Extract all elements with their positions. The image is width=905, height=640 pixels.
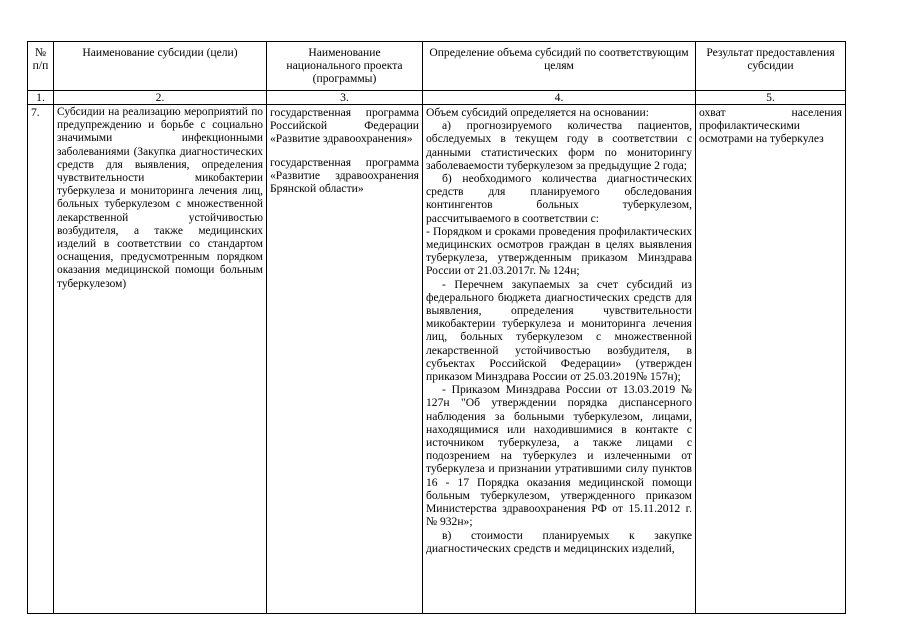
subsidy-table: [27, 41, 846, 614]
row-number: 7.: [28, 105, 54, 614]
definition-item: - Перечнем закупаемых за счет субсидий из федерального бюджета диагностических средств для выявления, определения чувствительности микобактерии туберкулеза и мониторинга лечения лиц, больных туберкулезом с множественной лекарственной устойчивостью возбудителя, в субъектах Российской Федерации» (утвержден приказом Минздрава России от 25.03.2019№ 157н);: [426, 277, 692, 384]
column-number: 1.: [28, 91, 54, 105]
project-item: государственная программа Российской Федерации «Развитие здравоохранения»: [270, 106, 419, 146]
header-definition: Определение объема субсидий по соответствующим целям: [423, 42, 696, 91]
definition-item: - Порядком и сроками проведения профилактических медицинских осмотров граждан в целях выявления туберкулеза, утвержденным приказом Минздрава России от 21.03.2017г. № 124н;: [426, 224, 692, 278]
header-result: Результат предоставления субсидии: [696, 42, 846, 91]
column-number-row: [28, 91, 846, 105]
column-number: 2.: [54, 91, 267, 105]
result-text: охват населения профилактическими осмотрами на туберкулез: [699, 106, 842, 146]
result-cell: [696, 105, 846, 614]
definition-item: б) необходимого количества диагностических средств для планируемого обследования контингентов больных туберкулезом, рассчитываемого в соответствии с:: [426, 172, 692, 225]
definition-item: в) стоимости планируемых к закупке диагностических средств и медицинских изделий,: [426, 528, 692, 555]
header-project-name: Наименование национального проекта (программы): [267, 42, 423, 91]
definition-intro: Объем субсидий определяется на основании:: [426, 106, 649, 119]
table-row: [28, 105, 846, 614]
header-subsidy-name: Наименование субсидии (цели): [54, 42, 267, 91]
header-row: [28, 42, 846, 91]
column-number: 4.: [423, 91, 696, 105]
project-name-cell: [267, 105, 423, 614]
subsidy-name-cell: [54, 105, 267, 614]
definition-item: - Приказом Минздрава России от 13.03.2019 № 127н "Об утверждении порядка диспансерного наблюдения за больными туберкулезом, лицами, находящимися или находившимися в контакте с источником туберкулеза, а также лицами с подозрением на туберкулез и излеченными от туберкулеза и признании утратившими силу пунктов 16 - 17 Порядка оказания медицинской помощи больным туберкулезом, утвержденного приказом Министерства здравоохранения РФ от 15.11.2012 г. № 932н»;: [426, 383, 692, 529]
definition-item: а) прогнозируемого количества пациентов, обследуемых в текущем году в соответствии с данными статистических форм по мониторингу заболеваемости туберкулезом за предыдущие 2 года;: [426, 119, 692, 172]
column-number: 3.: [267, 91, 423, 105]
subsidy-name-text: Субсидии на реализацию мероприятий по предупреждению и борьбе с социально значимыми инфекционными заболеваниями (Закупка диагностических средств для выявления, определения чувствительности микобактерии туберкулеза и мониторинга лечения лиц, больных туберкулезом с множественной лекарственной устойчивостью возбудителя, а также медицинских изделий в соответствии со стандартом оснащения, предусмотренным порядком оказания медицинской помощи больным туберкулезом): [57, 106, 263, 290]
column-number: 5.: [696, 91, 846, 105]
project-item: государственная программа «Развитие здравоохранения Брянской области»: [270, 155, 419, 196]
definition-cell: [423, 105, 696, 614]
header-number: № п/п: [28, 42, 54, 91]
